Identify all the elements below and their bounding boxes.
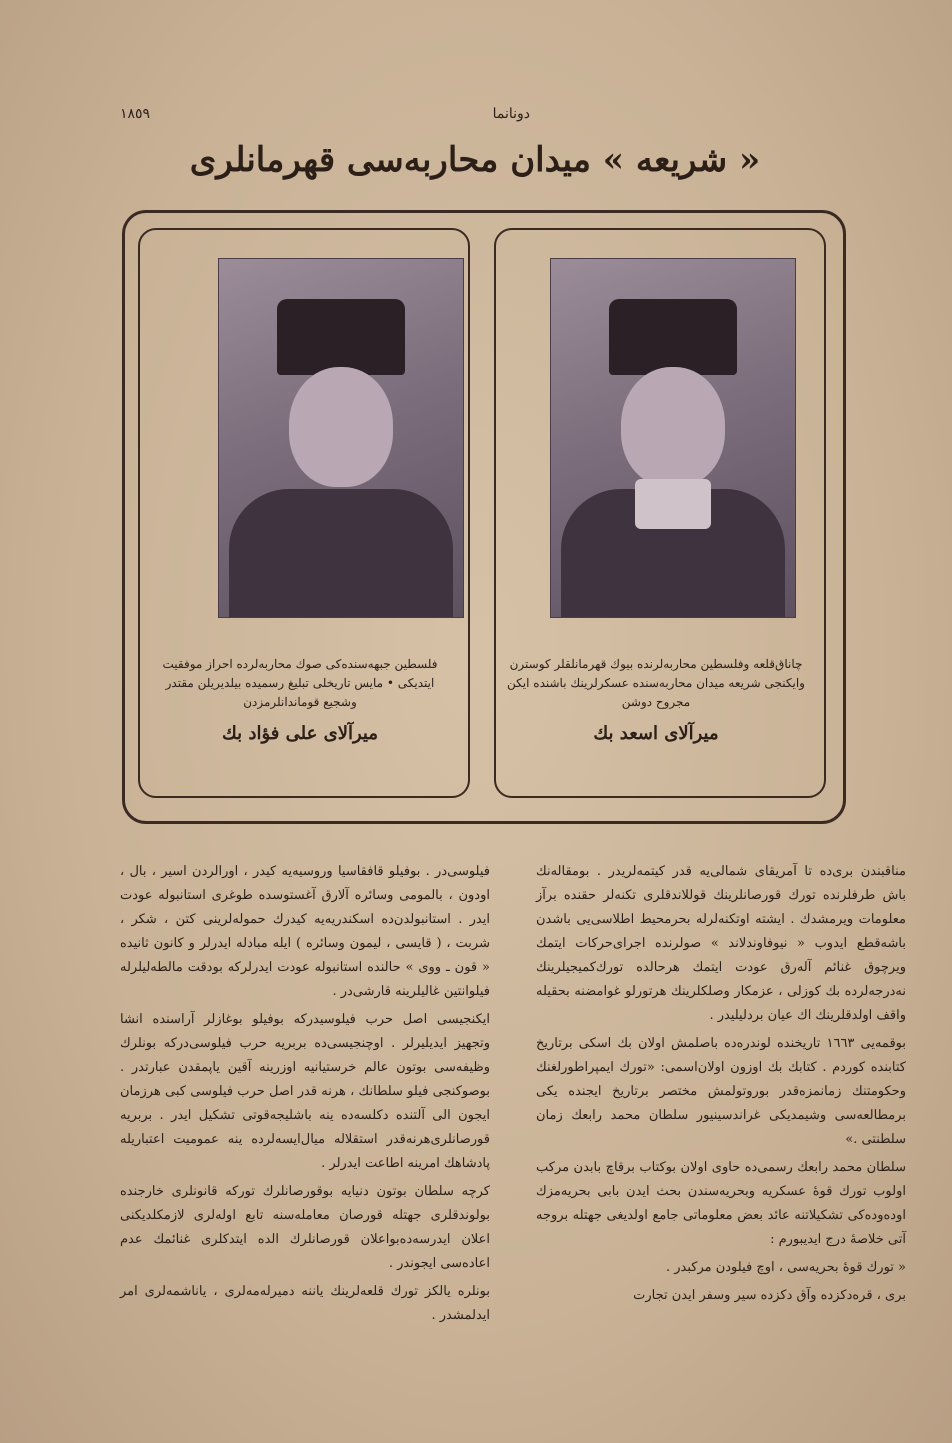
paragraph: سلطان محمد رابعك رسمی‌ده حاوی اولان بوکتاب برقاچ بابدن مرکب اولوب تورك قوهٔ عسکریه وبحریه‌سندن بحث ایدن بابی بحریه‌مزك اوده‌وده‌کی تشکیلاتنه عائد بعض معلوماتی جامع اولدیغی جهتله بروجه آتی خلاصه‌ٔ درج ایدیبورم : <box>536 1160 906 1247</box>
caption-text: چاناق‌قلعه وفلسطین محاربه‌لرنده بیوك قهرمانلقلر کوسترن وایکنجی شریعه میدان محاربه‌سنده عسکرلرینك باشنده ایکن مجروح دوشن <box>507 657 805 709</box>
portrait-caption-left <box>150 655 450 743</box>
paragraph: بری ، قره‌دکزده وآق دکزده سیر وسفر ایدن تجارت <box>633 1288 906 1303</box>
publication-name: دونانما <box>492 106 530 122</box>
paragraph: « تورك قوهٔ بحریه‌سی ، اوچ فیلودن مرکبدر . <box>665 1260 906 1275</box>
uniform <box>229 489 453 618</box>
officer-name: میرآلای علی فؤاد بك <box>222 723 378 744</box>
page-title: « شریعه » میدان محاربه‌سی قهرمانلری <box>189 140 761 180</box>
portrait-caption-right <box>506 655 806 743</box>
text-column-right <box>536 860 906 1312</box>
face <box>621 367 725 487</box>
paragraph: ایکنجیسی اصل حرب فیلوسیدرکه بوفیلو بوغازلر آراسنده انشا وتجهیز ایدیلیرلر . اوچنجیسی‌ده بربریه حرب فیلوسی‌درکه بونلرك وظیفه‌سی بوتون عالم خرستیانیه اوزرینه آقین یاپمقدن عبارتدر . بوصوکنجی فیلو سلطانك ، هرنه قدر اصل حرب فیلوسی کبی هرزمان ایجون الی آلتنده دکلسه‌ده ینه باشلیجه‌قوتی تشکیل ایدر . بربریه قورصانلری‌هرنه‌قدر استقلاله میال‌ایسه‌لرده ینه عمومیت اعتباریله پادشاهك امرینه اطاعت ایدرلر . <box>120 1012 490 1171</box>
paragraph: بوقمه‌یی ١٦٦٣ تاریخنده لوندره‌ده باصلمش اولان بك اسکی برتاریخ کتابنده کوردم . کتابك بك اوزون اولان‌اسمی: «تورك ایمپراطورلغنك وحکومتنك زمانمزه‌قدر بوروتولمش مختصر برتاریخ ایجنده یکی برمطالعه‌سی وشیمدیکی غراندسینیور سلطان محمد رابعك زمان سلطنتی .» <box>536 1036 906 1147</box>
portrait-photo-right <box>550 258 796 618</box>
portrait-photo-left <box>218 258 464 618</box>
text-column-left <box>120 860 490 1332</box>
face <box>289 367 393 487</box>
caption-text: فلسطین جبهه‌سنده‌کی صوك محاربه‌لرده احراز موفقیت ایتدیکی • مایس تاریخلی تبلیغ رسمیده بیلدیریلن مقتدر وشجیع قوماندانلرمزدن <box>162 657 438 709</box>
uniform-collar <box>635 479 711 529</box>
kalpak-hat <box>609 299 737 375</box>
officer-name: میرآلای اسعد بك <box>593 723 719 744</box>
kalpak-hat <box>277 299 405 375</box>
paragraph: کرچه سلطان بوتون دنیایه بوقورصانلرك تورکه قانونلری خارجنده بولوندقلری جهتله قورصان معامله‌سنه تابع اوله‌لری لازمکلدیکنی اعلان ایدرسه‌ده‌بواعلان قورصانلرك الده ایتدکلری غنائمك عدم اعاده‌سی ایجوندر . <box>120 1184 490 1271</box>
paragraph: مناقبندن بری‌ده تا آمریقای شمالی‌یه قدر کیتمه‌لریدر . بومقاله‌نك باش طرفلرنده تورك قورصانلرینك قوللاندقلری تکنه‌لر حقنده برآز معلومات ویرمشدك . ایشته اوتکنه‌لرله بحرمحیط اطلاسی‌یی باشدن باشه‌قطع ایدوب « نیوفاوندلاند » صولرنده اجرای‌حرکات ایتمك ویرچوق غنائم آله‌رق عودت ایتمك هرحالده تورك‌کمیجیلرینك نه‌درجه‌لرده بك کوزلی ، عزمکار وصلکلرینك هرتورلو غوامضنه بحقیله واقف اولدقلرینك اك عیان بردلیلیدر . <box>536 864 906 1023</box>
paragraph: بونلره یالکز تورك قلعه‌لرینك یاننه دمیرله‌مه‌لری ، یاناشمه‌لری امر ایدلمشدر . <box>120 1284 490 1323</box>
paragraph: فیلوسی‌در . بوفیلو قافقاسیا وروسیه‌یه کیدر ، اورالردن اسیر ، بال ، اودون ، بالمومی وسائره آلارق آغستوسده طوغری استانبوله عودت ایدر . استانبولدن‌ده اسکندریه‌یه کیدرك حموله‌لرینی کتن ، شکر ، شربت ، ( قایسی ، لیمون وسائره ) ایله مبادله ایدرلر و کانون ثانیده « قون ـ ووی » حالنده استانبوله عودت ایدرلرکه بودقت مالطه‌لیلرله فیلوانتین غالیلرینه قارشی‌در . <box>120 864 490 999</box>
page-header <box>120 100 850 130</box>
page-number: ١٨٥٩ <box>120 106 151 122</box>
